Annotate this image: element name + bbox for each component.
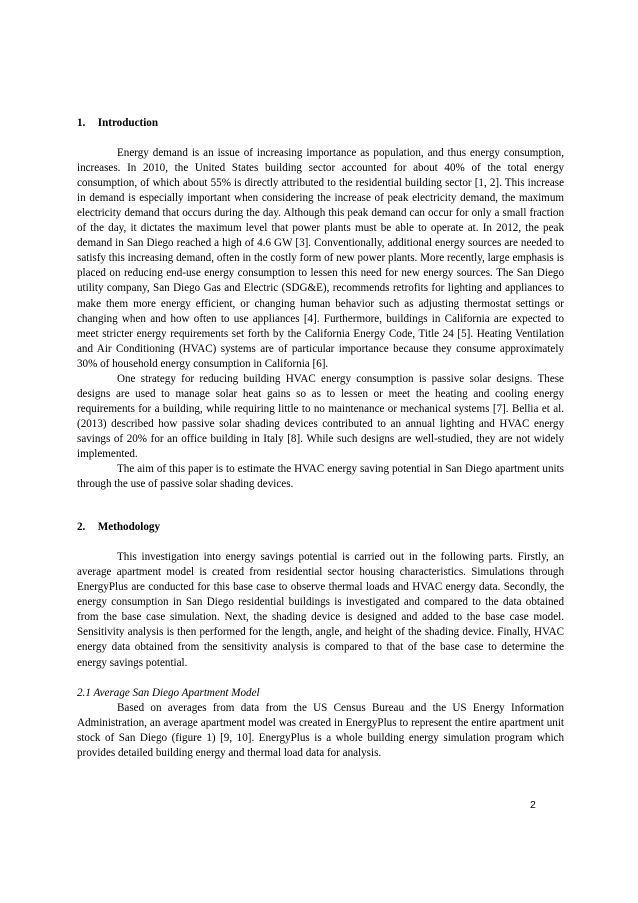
section-title: Methodology <box>97 521 161 534</box>
subsection-heading: 2.1 Average San Diego Apartment Model <box>77 686 260 699</box>
section-title: Introduction <box>97 117 158 129</box>
subsection-paragraph: Based on averages from data from the US Census Bureau and the US Energy Information Administration, an average apartment model was created in EnergyPlus to represent the entire apartment unit stock of San Diego (figure 1) [9, 10]. EnergyPlus is a whole building energy simulation program which provides detailed building energy and thermal load data for analysis. <box>77 701 564 759</box>
page-number: 2 <box>530 799 536 811</box>
section-number: 2. <box>77 521 86 534</box>
introduction-paragraph-3: The aim of this paper is to estimate the HVAC energy saving potential in San Diego apartment units through the use of passive solar shading devices. <box>77 463 564 491</box>
introduction-paragraph-1: Energy demand is an issue of increasing importance as population, and thus energy consumption, increases. In 2010, the United States building sector accounted for about 40% of the total energy consumption, of which about 55% is directly attributed to the residential building sector [1, 2]. This increase in demand is especially important when considering the increase of peak electricity demand, the maximum electricity demand that occurs during the day. Although this peak demand can occur for only a small fraction of the day, it dictates the maximum level that power plants must be able to operate at. In 2012, the peak demand in San Diego reached a high of 4.6 GW [3]. Conventionally, additional energy sources are needed to satisfy this increasing demand, often in the costly form of new power plants. More recently, large emphasis is placed on reducing end-use energy consumption to lessen this need for new energy sources. The San Diego utility company, San Diego Gas and Electric (SDG&E), recommends retrofits for lighting and appliances to make them more energy efficient, or changing human behavior such as adjusting thermostat settings or changing when and how often to use appliances [4]. Furthermore, buildings in California are expected to meet stricter energy requirements set forth by the California Energy Code, Title 24 [5]. Heating Ventilation and Air Conditioning (HVAC) systems are of particular importance because they consume approximately 30% of household energy consumption in California [6]. <box>77 147 564 370</box>
section-heading-introduction <box>77 116 564 131</box>
section-heading-methodology <box>77 520 564 535</box>
methodology-paragraph-1: This investigation into energy savings potential is carried out in the following parts. Firstly, an average apartment model is created from residential sector housing characteristics. Simulations through EnergyPlus are conducted for this base case to observe thermal loads and HVAC energy data. Secondly, the energy consumption in San Diego residential buildings is investigated and compared to the data obtained from the base case simulation. Next, the shading device is designed and added to the base case model. Sensitivity analysis is then performed for the length, angle, and height of the shading device. Finally, HVAC energy data obtained from the sensitivity analysis is compared to that of the base case to determine the energy savings potential. <box>77 551 564 669</box>
introduction-paragraph-2: One strategy for reducing building HVAC energy consumption is passive solar designs. These designs are used to manage solar heat gains so as to lessen or meet the heating and cooling energy requirements for a building, while requiring little to no maintenance or mechanical systems [7]. Bellia et al. (2013) described how passive solar shading devices contributed to an annual lighting and HVAC energy savings of 20% for an office building in Italy [8]. While such designs are well-studied, they are not widely implemented. <box>77 372 564 460</box>
page-body <box>77 116 564 761</box>
section-number: 1. <box>77 117 86 129</box>
